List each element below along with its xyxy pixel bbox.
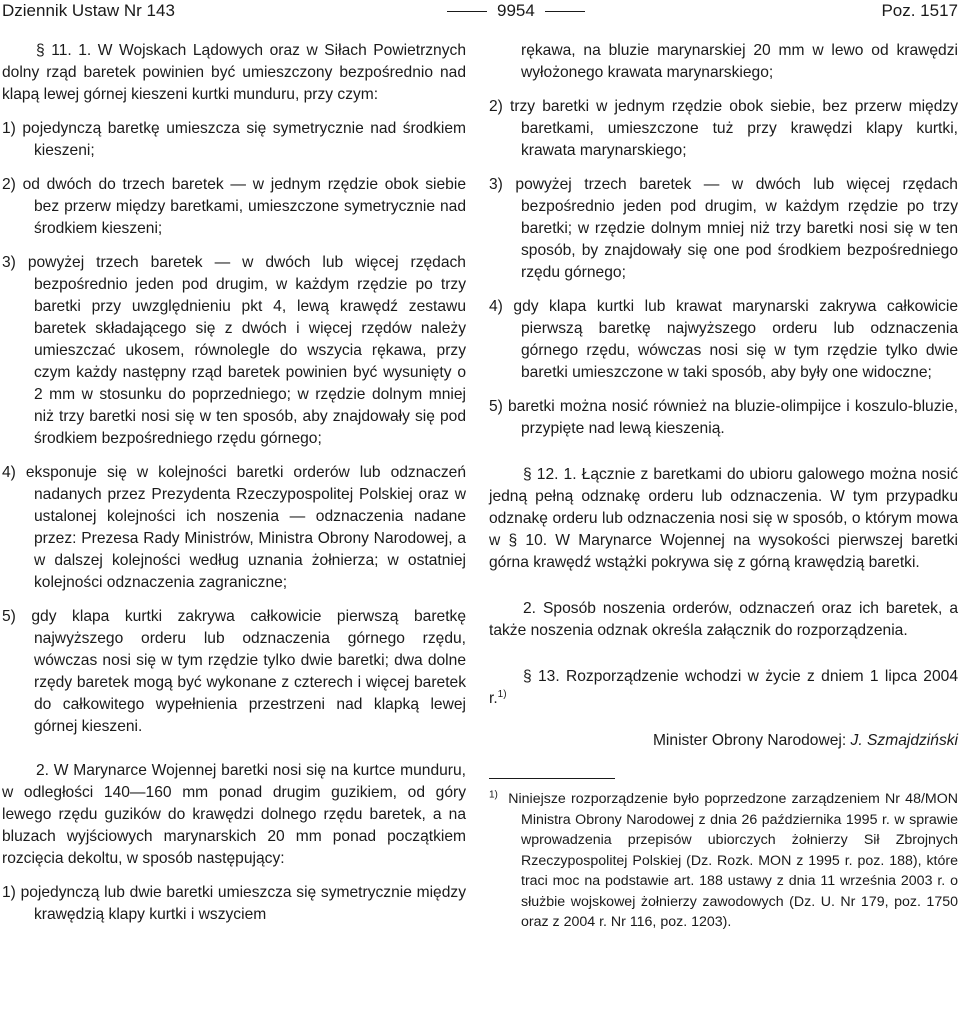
footnote: $^{1)}$ Niniejsze rozporządzenie było poprzedzone zarządzeniem Nr 48/MON Ministra Obrony Narodowej z dnia 26 października 1995 r. w sprawie wprowadzenia przepisów ubiorczych żołnierzy Sił Zbrojnych Rzeczypospolitej Polskiej (Dz. Rozk. MON z 1995 r. poz. 188), które traci moc na podstawie art. 188 ustawy z dnia 11 września 2003 r. o służbie wojskowej żołnierzy zawodowych (Dz. U. Nr 179, poz. 1750 oraz z 2004 r. Nr 116, poz. 1203). xyxy=(489,789,958,930)
dash-right xyxy=(545,11,585,12)
page-number: 9954 xyxy=(437,0,595,22)
paragraph-13: § 13. Rozporządzenie wchodzi w życie z dniem 1 lipca 2004 r.$^{1)}$ xyxy=(489,668,958,707)
list-item: 2) trzy baretki w jednym rzędzie obok siebie, bez przerw między baretkami, umieszczone tuż przy krawędzi klapy kurtki, krawata marynarskiego; xyxy=(489,98,958,159)
paragraph-11-1: § 11. 1. W Wojskach Lądowych oraz w Siłach Powietrznych dolny rząd baretek powinien być umieszczony bezpośrednio nad klapą lewej górnej kieszeni kurtki munduru, przy czym: xyxy=(2,42,466,103)
list-item: 4) eksponuje się w kolejności baretki orderów lub odznaczeń nadanych przez Prezydenta Rzeczypospolitej Polskiej oraz w ustalonej kolejności ich noszenia — odznaczenia nadane przez: Prezesa Rady Ministrów, Ministra Obrony Narodowej, a w dalszej kolejności według uznania żołnierza; w ostatniej kolejności odznaczenia zagraniczne; xyxy=(2,464,466,591)
list-item: 3) powyżej trzech baretek — w dwóch lub więcej rzędach bezpośrednio jeden pod drugim, w każdym rzędzie po trzy baretki; w rzędzie dolnym mniej niż trzy baretki nosi się w ten sposób, by znajdowały się one pod środkiem bezpośredniego rzędu górnego; xyxy=(489,176,958,281)
list-item: 2) od dwóch do trzech baretek — w jednym rzędzie obok siebie bez przerw między baretkami, umieszczone symetrycznie nad środkiem kieszeni; xyxy=(2,176,466,237)
list-item-continuation: rękawa, na bluzie marynarskiej 20 mm w lewo od krawędzi wyłożonego krawata marynarskiego; xyxy=(521,42,958,81)
list-item: 1) pojedynczą baretkę umieszcza się symetrycznie nad środkiem kieszeni; xyxy=(2,120,466,159)
left-column xyxy=(2,40,466,926)
page-header xyxy=(0,0,960,30)
paragraph-12-2: 2. Sposób noszenia orderów, odznaczeń oraz ich baretek, a także noszenia odznak określa załącznik do rozporządzenia. xyxy=(489,600,958,639)
minister-name: J. Szmajdziński xyxy=(850,732,958,749)
journal-title: Dziennik Ustaw Nr 143 xyxy=(2,1,175,20)
list-item: 3) powyżej trzech baretek — w dwóch lub więcej rzędach bezpośrednio jeden pod drugim, w każdym rzędzie po trzy baretki przy uwzględnieniu pkt 4, lewą krawędź zestawu baretek składającego się z dwóch i więcej rzędów należy umieszczać ukosem, równolegle do wszycia rękawa, przy czym każdy następny rząd baretek powinien być wysunięty o 2 mm w stosunku do poprzedniego; w rzędzie dolnym mniej niż trzy baretki nosi się w ten sposób, aby znajdowały się pod środkiem bezpośredniego rzędu górnego; xyxy=(2,254,466,447)
footnote-divider xyxy=(489,778,615,779)
list-item: 5) baretki można nosić również na bluzie-olimpijce i koszulo-bluzie, przypięte nad lewą kieszenią. xyxy=(489,398,958,437)
paragraph-12-1: § 12. 1. Łącznie z baretkami do ubioru galowego można nosić jedną pełną odznakę orderu lub odznaczenia. W tym przypadku odznakę orderu lub odznaczenia nosi się w sposób, o którym mowa w § 10. W Marynarce Wojennej na wysokości pierwszej baretki górna krawędź wstążki pokrywa się z górną krawędzią baretki. xyxy=(489,466,958,571)
list-item: 5) gdy klapa kurtki zakrywa całkowicie pierwszą baretkę najwyższego orderu lub odznaczenia górnego rzędu, wówczas nosi się w tym rzędzie tylko dwie baretki; dwa dolne rzędy baretek mogą być wykonane z czterech i więcej baretek do całkowitego wypełnienia przestrzeni nad klapką lewej górnej kieszeni. xyxy=(2,608,466,735)
list-item: 4) gdy klapa kurtki lub krawat marynarski zakrywa całkowicie pierwszą baretkę najwyższego orderu lub odznaczenia górnego rzędu, wówczas nosi się w tym rzędzie tylko dwie baretki umieszczone w taki sposób, aby były one widoczne; xyxy=(489,298,958,381)
footnote-mark: 1) xyxy=(489,789,498,801)
signature-line: Minister Obrony Narodowej: J. Szmajdziński xyxy=(652,732,958,749)
dash-left xyxy=(447,11,487,12)
footnote-ref: 1) xyxy=(497,688,507,700)
right-column xyxy=(489,40,958,933)
list-item: 1) pojedynczą lub dwie baretki umieszcza się symetrycznie między krawędzią klapy kurtki i wszyciem xyxy=(2,884,466,923)
paragraph-11-2: 2. W Marynarce Wojennej baretki nosi się na kurtce munduru, w odległości 140—160 mm ponad drugim guzikiem, od góry lewego rzędu guzików do krawędzi dolnego rzędu baretek, a na bluzach wyjściowych marynarskich 20 mm ponad początkiem rozcięcia dekoltu, w sposób następujący: xyxy=(2,762,466,867)
position-number: Poz. 1517 xyxy=(881,1,958,20)
